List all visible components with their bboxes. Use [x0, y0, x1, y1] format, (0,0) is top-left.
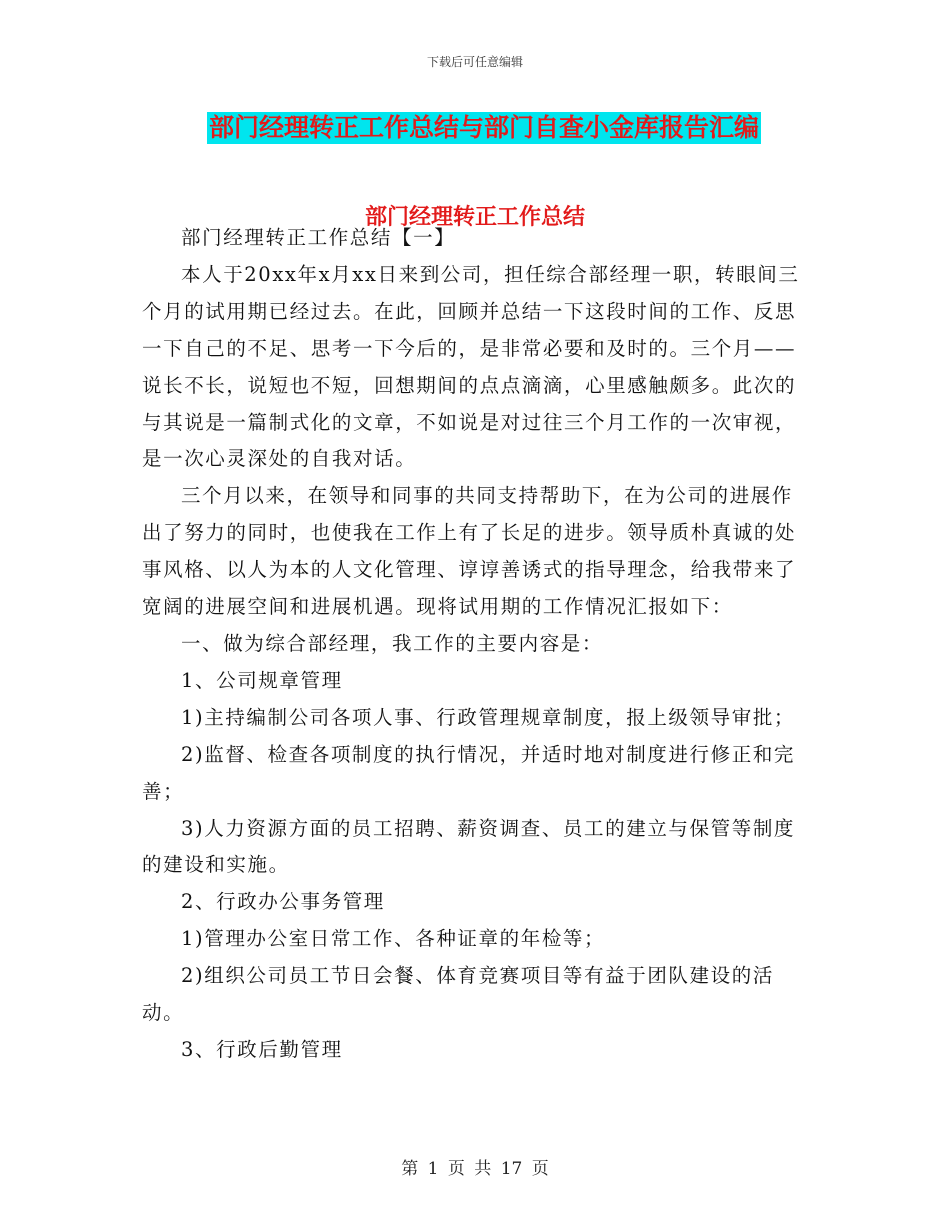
document-title: 部门经理转正工作总结与部门自查小金库报告汇编 — [209, 113, 760, 142]
list-item: 1、公司规章管理 — [181, 668, 343, 692]
list-heading: 一、做为综合部经理，我工作的主要内容是： — [181, 631, 604, 655]
paragraph: 三个月以来，在领导和同事的共同支持帮助下，在为公司的进展作出了努力的同时，也使我在工作上有了长足的进步。领导质朴真诚的处事风格、以人为本的人文化管理、谆谆善诱式的指导理念，给我带来了宽阔的进展空间和进展机遇。现将试用期的工作情况汇报如下： — [142, 484, 797, 619]
header-note: 下载后可任意编辑 — [426, 55, 523, 69]
list-item: 3)人力资源方面的员工招聘、薪资调查、员工的建立与保管等制度的建设和实施。 — [142, 816, 796, 877]
list-item: 2)组织公司员工节日会餐、体育竞赛项目等有益于团队建设的活动。 — [142, 964, 774, 1025]
paragraph: 本人于20xx年x月xx日来到公司，担任综合部经理一职，转眼间三个月的试用期已经过去。在此，回顾并总结一下这段时间的工作、反思一下自己的不足、思考一下今后的，是非常必要和及时的。三个月——说长不长，说短也不短，回想期间的点点滴滴，心里感触颇多。此次的与其说是一篇制式化的文章，不如说是对过往三个月工作的一次审视，是一次心灵深处的自我对话。 — [142, 262, 800, 471]
list-item: 1)主持编制公司各项人事、行政管理规章制度，报上级领导审批； — [181, 705, 796, 729]
list-item: 2、行政办公事务管理 — [181, 890, 385, 914]
document-body — [142, 220, 812, 1069]
page-footer: 第 1 页 共 17 页 — [401, 1159, 549, 1179]
list-item: 1)管理办公室日常工作、各种证章的年检等； — [181, 927, 606, 951]
section-title: 部门经理转正工作总结 — [364, 204, 585, 230]
paragraph-subtitle: 部门经理转正工作总结【一】 — [181, 226, 456, 249]
list-item: 2)监督、检查各项制度的执行情况，并适时地对制度进行修正和完善； — [142, 742, 796, 803]
list-item: 3、行政后勤管理 — [181, 1037, 343, 1061]
